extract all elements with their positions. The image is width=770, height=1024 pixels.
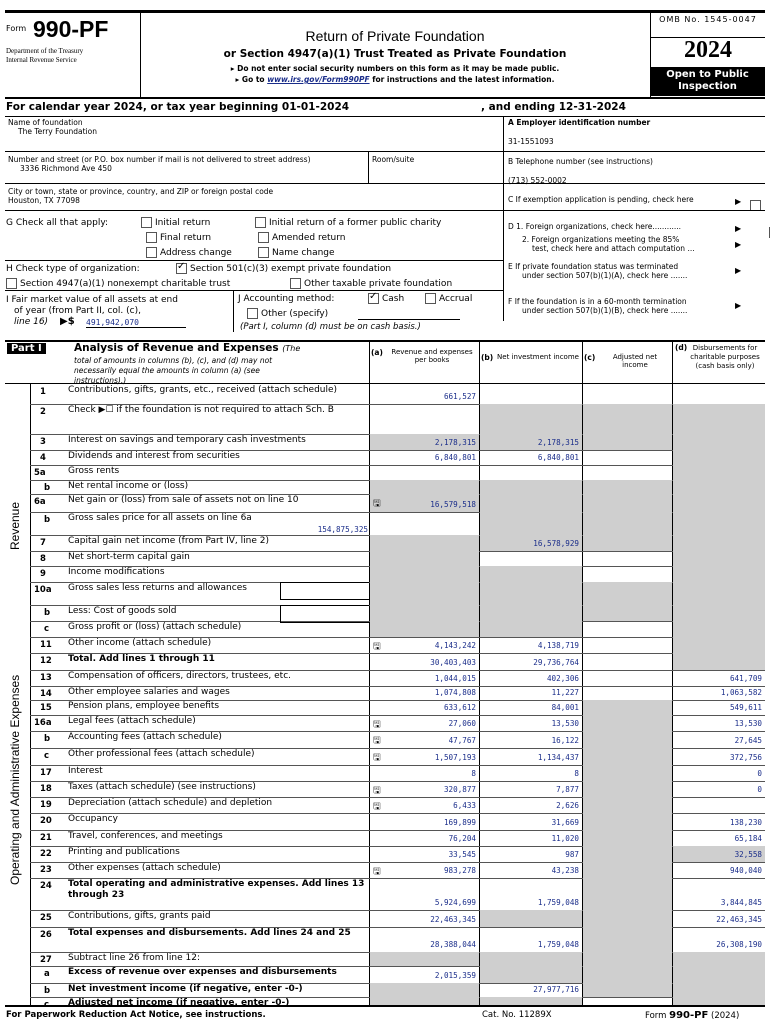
i-label-2: of year (from Part II, col. (c), (14, 306, 141, 316)
d2-label-a: 2. Foreign organizations meeting the 85% (522, 235, 680, 244)
col-b-value: 29,736,764 (533, 658, 579, 667)
j-label: J Accounting method: (238, 294, 335, 304)
col-b-value: 4,138,719 (537, 641, 579, 650)
col-a-value: 33,545 (448, 850, 476, 859)
irs-link[interactable]: www.irs.gov/Form990PF (267, 75, 370, 84)
col-b-value: 16,578,929 (533, 539, 579, 548)
shaded-cell (583, 512, 672, 535)
col-b-value: 1,134,437 (537, 753, 579, 762)
shaded-cell (583, 582, 672, 605)
col-b-value: 43,238 (551, 866, 579, 875)
line-description: Net rental income or (loss) (68, 481, 189, 491)
col-d-value: 32,558 (734, 850, 762, 859)
line-description: Accounting fees (attach schedule) (68, 732, 222, 742)
line-number: 20 (40, 816, 52, 826)
open-to-public-badge: Open to Public Inspection (650, 67, 765, 96)
col-d-letter: (d) (675, 343, 688, 352)
line-number: b (44, 986, 51, 996)
phone-value: (713) 552-0002 (508, 176, 567, 185)
footer-form: Form 990-PF (2024) (645, 1010, 740, 1021)
line-description: Interest on savings and temporary cash investments (68, 435, 306, 445)
shaded-cell (370, 997, 479, 1005)
col-a-value: 4,143,242 (434, 641, 476, 650)
city-label: City or town, state or province, country, and ZIP or foreign postal code (8, 187, 274, 196)
col-a-value: 22,463,345 (430, 915, 476, 924)
form-number: 990-PF (33, 16, 109, 42)
line-description: Printing and publications (68, 847, 180, 857)
line-description: Total. Add lines 1 through 11 (68, 654, 215, 664)
form-label: Form (6, 24, 27, 33)
col-a-value: 5,924,699 (434, 898, 476, 907)
col-d-value: 1,063,582 (720, 688, 762, 697)
col-b-value: 987 (565, 850, 579, 859)
shaded-cell (583, 700, 672, 715)
col-a-value: 2,178,315 (434, 438, 476, 447)
foundation-name: The Terry Foundation (18, 127, 97, 136)
col-c-letter: (c) (584, 353, 596, 362)
checkmark-icon[interactable] (176, 263, 187, 274)
j-accrual[interactable]: Accrual (425, 293, 472, 304)
col-b-letter: (b) (481, 353, 494, 362)
col-d-value: 13,530 (734, 719, 762, 728)
col-a-value: 2,015,359 (434, 971, 476, 980)
dept-irs: Internal Revenue Service (6, 56, 77, 64)
checkbox-icon[interactable] (141, 217, 152, 228)
e-label-2: under section 507(b)(1)(A), check here ....... (522, 271, 688, 280)
line-number: 22 (40, 849, 52, 859)
shaded-cell (673, 480, 765, 494)
shaded-cell (370, 605, 479, 621)
shaded-cell (673, 582, 765, 605)
shaded-cell (673, 450, 765, 465)
attachment-icon[interactable]: 🖫 (373, 786, 381, 796)
col-b-value: 2,626 (556, 801, 579, 810)
shaded-cell (583, 952, 672, 966)
g-name-change[interactable]: Name change (258, 247, 335, 258)
col-a-value: 1,044,015 (434, 674, 476, 683)
h-501c3[interactable]: ✓ Section 501(c)(3) exempt private foundation (176, 263, 391, 274)
shaded-cell (583, 927, 672, 952)
col-a-value: 6,840,801 (434, 453, 476, 462)
line-description: Pension plans, employee benefits (68, 701, 220, 711)
line-number: b (44, 734, 51, 744)
shaded-cell (480, 404, 582, 434)
shaded-cell (583, 983, 672, 997)
col-d-value: 549,611 (729, 703, 762, 712)
col-a-value: 1,507,193 (434, 753, 476, 762)
col-a-value: 169,899 (443, 818, 476, 827)
arrow-right-icon: ▶ (735, 240, 742, 249)
footer-cat-no: Cat. No. 11289X (482, 1010, 552, 1020)
col-b-value: 402,306 (546, 674, 579, 683)
shaded-cell (583, 797, 672, 813)
col-d-header: Disbursements for charitable purposes (cash basis only) (690, 344, 760, 370)
line-number: 12 (40, 656, 52, 666)
shaded-cell (583, 781, 672, 797)
attachment-icon[interactable]: 🖫 (373, 720, 381, 730)
g-initial-return[interactable]: Initial return (141, 217, 210, 228)
line-description: Net short-term capital gain (68, 552, 190, 562)
shaded-cell (370, 566, 479, 582)
line-number: 9 (40, 569, 46, 579)
shaded-cell (370, 983, 479, 997)
side-label-revenue: Revenue (8, 501, 22, 550)
i-fmv-value: 491,942,070 (86, 318, 186, 328)
d2-label-b: test, check here and attach computation ... (532, 244, 695, 253)
line-number: 2 (40, 407, 46, 417)
col-b-value: 27,977,716 (533, 985, 579, 994)
col-d-value: 641,709 (729, 674, 762, 683)
line-description: Check ▶☐ if the foundation is not required to attach Sch. B (68, 405, 334, 415)
line-number: 10a (34, 585, 52, 595)
checkbox-icon[interactable] (247, 308, 258, 319)
shaded-cell (673, 535, 765, 551)
shaded-cell (480, 997, 582, 1005)
shaded-cell (583, 480, 672, 494)
line-number: c (44, 751, 50, 761)
g-amended-return[interactable]: Amended return (258, 232, 346, 243)
shaded-cell (583, 404, 672, 434)
line-number: c (44, 624, 50, 634)
shaded-cell (673, 551, 765, 566)
line-description: Income modifications (68, 567, 165, 577)
shaded-cell (480, 910, 582, 927)
h-4947[interactable]: Section 4947(a)(1) nonexempt charitable trust (6, 278, 230, 289)
part-label: Part I (7, 343, 46, 354)
col-b-value: 8 (574, 769, 579, 778)
calendar-year-text: For calendar year 2024, or tax year beginning 01-01-2024 (6, 101, 350, 113)
line-number: 26 (40, 930, 52, 940)
inline-input-box[interactable] (280, 605, 369, 623)
checkbox-icon[interactable] (425, 293, 436, 304)
attachment-icon[interactable]: 🖫 (373, 753, 381, 763)
part1-desc-3: instructions).) (74, 376, 127, 385)
line-description: Gross sales less returns and allowances (68, 583, 247, 593)
shaded-cell (480, 566, 582, 582)
col-b-value: 11,227 (551, 688, 579, 697)
form-title: Return of Private Foundation (305, 28, 485, 44)
line-number: 18 (40, 784, 52, 794)
shaded-cell (673, 465, 765, 480)
line-description: Gross profit or (loss) (attach schedule) (68, 622, 242, 632)
line-number: a (44, 969, 50, 979)
col-a-value: 28,388,044 (430, 940, 476, 949)
name-label: Name of foundation (8, 118, 83, 127)
shaded-cell (673, 952, 765, 966)
shaded-cell (583, 910, 672, 927)
shaded-cell (673, 434, 765, 450)
col-d-value: 940,040 (729, 866, 762, 875)
col-b-value: 2,178,315 (537, 438, 579, 447)
col-d-value: 22,463,345 (716, 915, 762, 924)
shaded-cell (673, 512, 765, 535)
line-description: Compensation of officers, directors, trustees, etc. (68, 671, 292, 681)
j-other[interactable]: Other (specify) (247, 308, 328, 319)
attachment-icon[interactable]: 🖫 (373, 867, 381, 877)
col-a-value: 8 (471, 769, 476, 778)
line-number: 8 (40, 554, 46, 564)
shaded-cell (583, 748, 672, 765)
col-a-value: 320,877 (443, 785, 476, 794)
checkbox-icon[interactable] (146, 247, 157, 258)
line-number: 24 (40, 881, 52, 891)
line-description: Other income (attach schedule) (68, 638, 212, 648)
checkbox-icon[interactable] (255, 217, 266, 228)
col-a-letter: (a) (371, 348, 383, 357)
inline-input-box[interactable] (280, 582, 369, 600)
arrow-right-icon: ▶ (735, 224, 742, 233)
form-subtitle: or Section 4947(a)(1) Trust Treated as Private Foundation (223, 48, 567, 60)
line-description: Travel, conferences, and meetings (68, 831, 223, 841)
shaded-cell (673, 494, 765, 512)
part1-desc-1: total of amounts in columns (b), (c), and (d) may not (74, 356, 273, 365)
line-number: 19 (40, 800, 52, 810)
arrow-right-icon: ▶ (735, 197, 742, 206)
checkbox-icon[interactable] (258, 232, 269, 243)
shaded-cell (673, 621, 765, 637)
col-a-value: 1,074,808 (434, 688, 476, 697)
attachment-icon[interactable]: 🖫 (373, 802, 381, 812)
col-a-value: 47,767 (448, 736, 476, 745)
shaded-cell (583, 731, 672, 748)
col-b-header: Net investment income (497, 353, 579, 361)
line-description: Net investment income (if negative, enter -0-) (68, 984, 303, 994)
shaded-cell (480, 952, 582, 966)
col-b-value: 1,759,048 (537, 898, 579, 907)
line-description: Contributions, gifts, grants, etc., received (attach schedule) (68, 385, 338, 395)
shaded-cell (583, 715, 672, 731)
shaded-cell (673, 605, 765, 621)
col-b-value: 6,840,801 (537, 453, 579, 462)
line-description: Interest (68, 766, 103, 776)
part1-desc-2: necessarily equal the amounts in column (a) (see (74, 366, 260, 375)
c-pending-label: C If exemption application is pending, check here (508, 195, 694, 204)
col-b-value: 31,669 (551, 818, 579, 827)
shaded-cell (583, 605, 672, 621)
col-d-value: 26,308,190 (716, 940, 762, 949)
shaded-cell (370, 621, 479, 637)
col-c-header: Adjusted net income (612, 353, 658, 369)
side-label-expenses: Operating and Administrative Expenses (8, 674, 22, 885)
i-label-3: line 16) (14, 317, 49, 327)
i-dollar: ▶$ (60, 316, 75, 327)
shaded-cell (583, 535, 672, 551)
line-number: 15 (40, 703, 52, 713)
shaded-cell (370, 480, 479, 494)
i-label-1: I Fair market value of all assets at end (6, 295, 178, 305)
line-description: Depreciation (attach schedule) and depletion (68, 798, 273, 808)
attachment-icon[interactable]: 🖫 (373, 642, 381, 652)
shaded-cell (673, 637, 765, 653)
arrow-right-icon: ▶ (735, 301, 742, 310)
g-final-return[interactable]: Final return (146, 232, 211, 243)
room-label: Room/suite (372, 155, 415, 164)
col-a-value: 76,204 (448, 834, 476, 843)
checkbox-icon[interactable] (6, 278, 17, 289)
line-description: Total expenses and disbursements. Add lines 24 and 25 (68, 928, 351, 938)
checkbox-icon[interactable] (290, 278, 301, 289)
col-a-value: 661,527 (443, 392, 476, 401)
col-b-value: 84,001 (551, 703, 579, 712)
h-other-taxable[interactable]: Other taxable private foundation (290, 278, 452, 289)
col-a-value: 16,579,518 (430, 500, 476, 509)
line-number: 1 (40, 387, 46, 397)
line-number: 14 (40, 689, 52, 699)
col-a-value: 30,403,403 (430, 658, 476, 667)
col-b-value: 7,877 (556, 785, 579, 794)
shaded-cell (480, 494, 582, 512)
line-description: Net gain or (loss) from sale of assets not on line 10 (68, 495, 299, 505)
col-b-value: 13,530 (551, 719, 579, 728)
line-number: 3 (40, 437, 46, 447)
shaded-cell (673, 966, 765, 983)
instruction-ssn: ▸ Do not enter social security numbers on this form as it may be made public. (230, 64, 560, 73)
g-initial-former[interactable]: Initial return of a former public charity (255, 217, 441, 228)
shaded-cell (583, 878, 672, 910)
line-number: 11 (40, 640, 52, 650)
shaded-cell (370, 535, 479, 551)
line-number: c (44, 1000, 50, 1010)
phone-label: B Telephone number (see instructions) (508, 157, 653, 166)
shaded-cell (673, 653, 765, 670)
col-d-value: 65,184 (734, 834, 762, 843)
shaded-cell (480, 512, 582, 535)
shaded-cell (480, 582, 582, 605)
line-description: Gross sales price for all assets on line 6a (68, 513, 252, 523)
line-description: Less: Cost of goods sold (68, 606, 177, 616)
line-description: Dividends and interest from securities (68, 451, 240, 461)
shaded-cell (583, 765, 672, 781)
col-d-value: 138,230 (729, 818, 762, 827)
col-d-value: 0 (757, 769, 762, 778)
attachment-icon[interactable]: 🖫 (373, 499, 381, 509)
line-number: b (44, 483, 51, 493)
line-description: Occupancy (68, 814, 118, 824)
checkmark-icon[interactable] (368, 293, 379, 304)
shaded-cell (370, 952, 479, 966)
line-description: Other professional fees (attach schedule) (68, 749, 255, 759)
line-description: Gross rents (68, 466, 120, 476)
line-description: Other employee salaries and wages (68, 687, 230, 697)
street-label: Number and street (or P.O. box number if mail is not delivered to street address) (8, 155, 311, 164)
line-description: Subtract line 26 from line 12: (68, 953, 201, 963)
ein-label: A Employer identification number (508, 118, 651, 127)
col-a-header: Revenue and expenses per books (391, 348, 473, 364)
shaded-cell (673, 404, 765, 434)
line-number: 17 (40, 768, 52, 778)
line-description: Taxes (attach schedule) (see instructions) (68, 782, 256, 792)
col-b-value: 16,122 (551, 736, 579, 745)
line-number: 6a (34, 497, 46, 507)
e-label-1: E If private foundation status was terminated (508, 262, 679, 271)
shaded-cell (583, 830, 672, 846)
line-number: 25 (40, 913, 52, 923)
line-number: b (44, 515, 51, 525)
d1-label: D 1. Foreign organizations, check here............ (508, 222, 682, 231)
line-number: 7 (40, 538, 46, 548)
f-label-1: F If the foundation is in a 60-month termination (508, 297, 687, 306)
col-d-value: 27,645 (734, 736, 762, 745)
attachment-icon[interactable]: 🖫 (373, 736, 381, 746)
ein-value: 31-1551093 (508, 137, 554, 146)
shaded-cell (673, 566, 765, 582)
line-description: Capital gain net income (from Part IV, line 2) (68, 536, 269, 546)
col-a-value: 633,612 (443, 703, 476, 712)
shaded-cell (583, 846, 672, 862)
col-b-value: 11,020 (551, 834, 579, 843)
line-description: Other expenses (attach schedule) (68, 863, 221, 873)
col-d-value: 372,756 (729, 753, 762, 762)
line-number: 5a (34, 468, 46, 478)
shaded-cell (583, 494, 672, 512)
shaded-cell (583, 813, 672, 830)
line-number: 23 (40, 865, 52, 875)
shaded-cell (480, 966, 582, 983)
h-label: H Check type of organization: (6, 264, 140, 274)
shaded-cell (480, 621, 582, 637)
city-value: Houston, TX 77098 (8, 196, 80, 205)
line-description: Contributions, gifts, grants paid (68, 911, 211, 921)
col-b-value: 1,759,048 (537, 940, 579, 949)
shaded-cell (480, 480, 582, 494)
shaded-cell (673, 997, 765, 1005)
g-label: G Check all that apply: (6, 218, 109, 228)
line-number: 21 (40, 833, 52, 843)
shaded-cell (583, 862, 672, 878)
line-description: Adjusted net income (if negative, enter -0-) (68, 998, 290, 1006)
col-a-value: 6,433 (453, 801, 476, 810)
shaded-cell (583, 434, 672, 450)
tax-year: 2024 (684, 37, 732, 63)
f-label-2: under section 507(b)(1)(B), check here ....... (522, 306, 688, 315)
inline-value: 154,875,325 (317, 525, 368, 534)
instruction-link-line: ▸ Go to www.irs.gov/Form990PF for instructions and the latest information. (235, 75, 555, 84)
part1-title: Analysis of Revenue and Expenses (The (74, 342, 301, 354)
shaded-cell (370, 551, 479, 566)
arrow-right-icon: ▶ (735, 266, 742, 275)
checkbox-icon[interactable] (258, 247, 269, 258)
line-number: b (44, 608, 51, 618)
shaded-cell (583, 966, 672, 983)
street-value: 3336 Richmond Ave 450 (20, 164, 112, 173)
g-address-change[interactable]: Address change (146, 247, 232, 258)
shaded-cell (480, 605, 582, 621)
line-description: Legal fees (attach schedule) (68, 716, 196, 726)
line-description: Total operating and administrative expenses. Add lines 13 through 23 (68, 879, 365, 900)
j-cash[interactable]: ✓ Cash (368, 293, 404, 304)
line-number: 16a (34, 718, 52, 728)
checkbox-icon[interactable] (146, 232, 157, 243)
dept-treasury: Department of the Treasury (6, 47, 84, 55)
col-d-value: 0 (757, 785, 762, 794)
shaded-cell (673, 983, 765, 997)
line-number: 13 (40, 673, 52, 683)
j-note: (Part I, column (d) must be on cash basis.) (240, 322, 421, 332)
col-a-value: 27,060 (448, 719, 476, 728)
line-description: Excess of revenue over expenses and disbursements (68, 967, 337, 977)
col-d-value: 3,844,845 (720, 898, 762, 907)
col-a-value: 983,278 (443, 866, 476, 875)
calendar-year-ending: , and ending 12-31-2024 (481, 101, 626, 113)
line-number: 27 (40, 955, 52, 965)
shaded-cell (370, 582, 479, 605)
omb-number: OMB No. 1545-0047 (659, 15, 757, 24)
footer-paperwork: For Paperwork Reduction Act Notice, see instructions. (6, 1010, 266, 1020)
line-number: 4 (40, 453, 46, 463)
